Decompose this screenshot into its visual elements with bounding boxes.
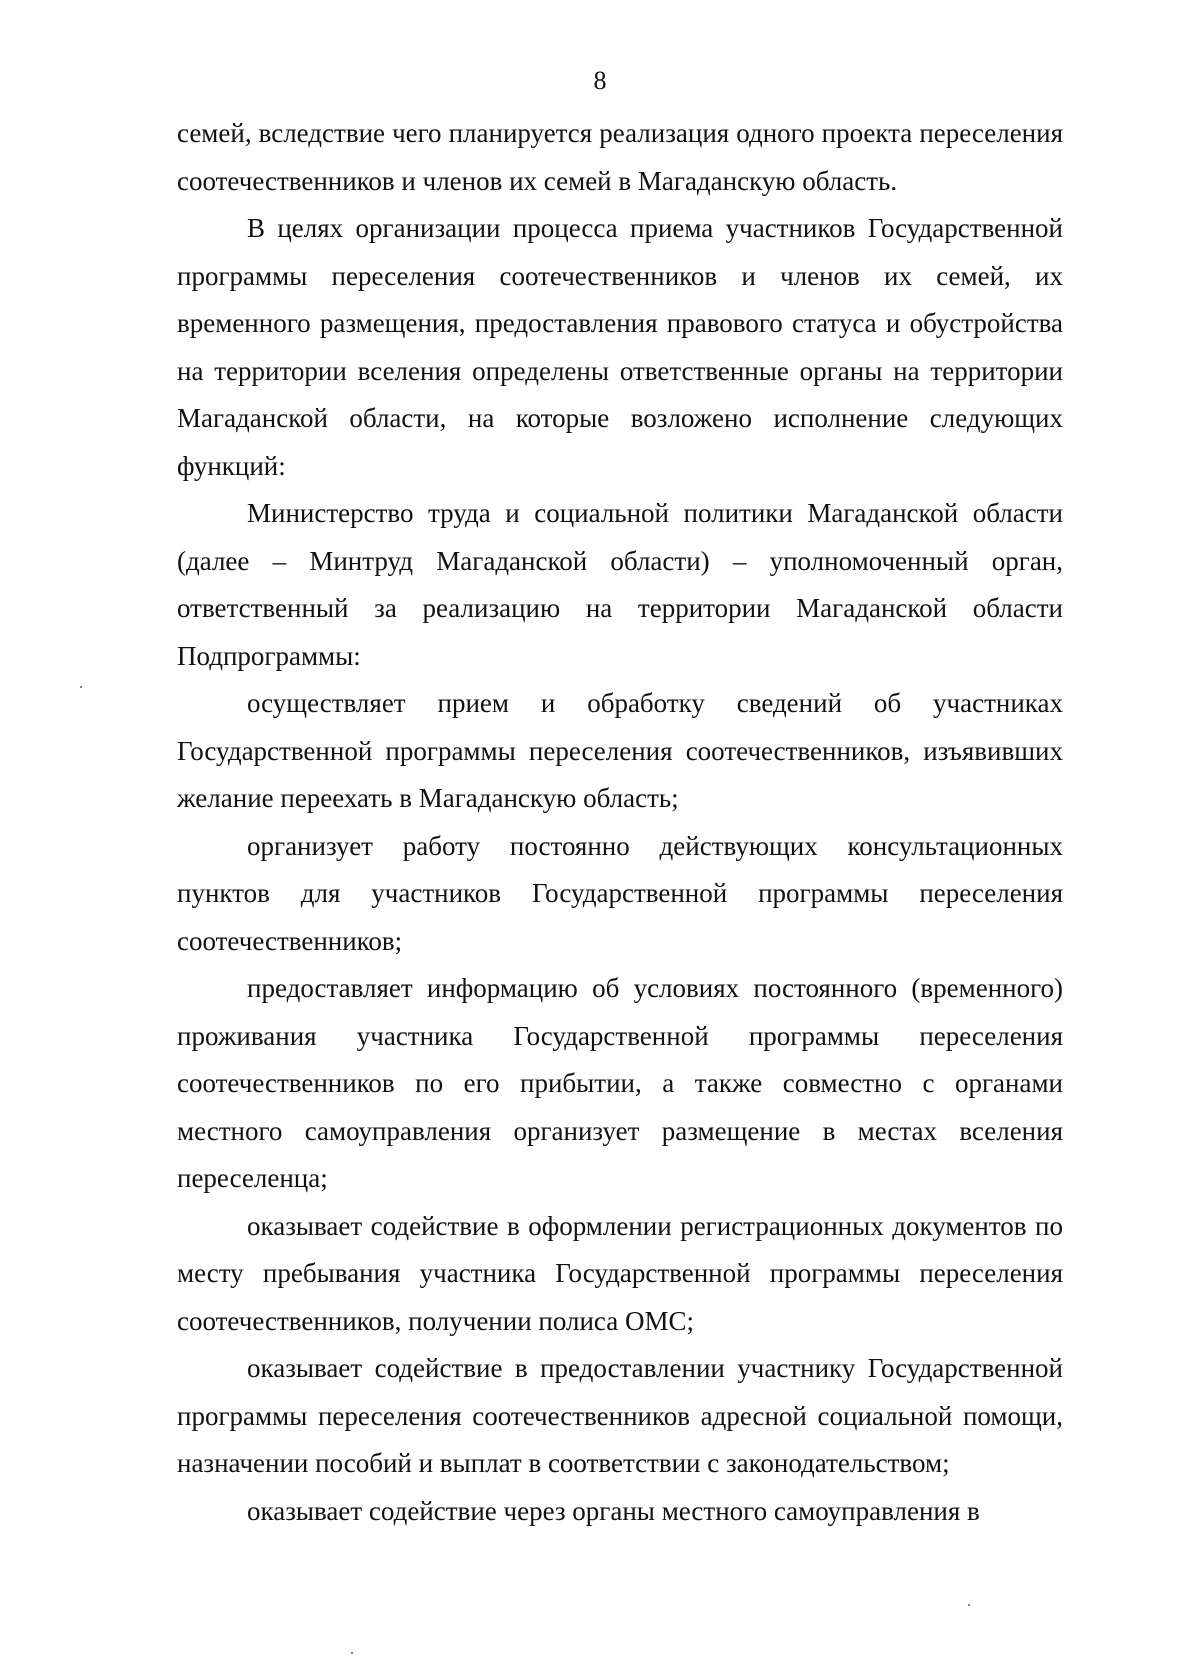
paragraph-function-information: предоставляет информацию об условиях постоянного (временного) проживания участника Государственной программы переселения соотечественников по его прибытии, а также совместно с органами местного самоуправления организует размещение в местах вселения переселенца; — [177, 973, 1063, 1193]
page-number: 8 — [593, 66, 607, 95]
scan-speck — [968, 1604, 970, 1606]
scan-speck — [80, 686, 82, 688]
paragraph-function-registration: оказывает содействие в оформлении регистрационных документов по месту пребывания участника Государственной программы переселения соотечественников, получении полиса ОМС; — [177, 1210, 1063, 1336]
paragraph-function-local-government: оказывает содействие через органы местного самоуправления в — [247, 1495, 980, 1526]
paragraph-continuation: семей, вследствие чего планируется реализация одного проекта переселения соотечественников и членов их семей в Магаданскую область. — [177, 118, 1063, 196]
paragraph-function-consultation: организует работу постоянно действующих консультационных пунктов для участников Государственной программы переселения соотечественников; — [177, 830, 1063, 956]
paragraph-function-social-aid: оказывает содействие в предоставлении участнику Государственной программы переселения соотечественников адресной социальной помощи, назначении пособий и выплат в соответствии с законодательством; — [177, 1353, 1063, 1478]
paragraph-function-reception: осуществляет прием и обработку сведений об участниках Государственной программы переселения соотечественников, изъявивших желание переехать в Магаданскую область; — [177, 688, 1063, 813]
paragraph-ministry-labor: Министерство труда и социальной политики Магаданской области (далее – Минтруд Магаданской области) – уполномоченный орган, ответственный за реализацию на территории Магаданской области Подпрограммы: — [177, 498, 1063, 671]
scan-speck — [351, 1652, 353, 1654]
paragraph-responsible-bodies: В целях организации процесса приема участников Государственной программы переселения соотечественников и членов их семей, их временного размещения, предоставления правового статуса и обустройства на территории вселения определены ответственные органы на территории Магаданской области, на которые возложено исполнение следующих функций: — [177, 213, 1063, 481]
document-body — [177, 110, 1063, 1535]
